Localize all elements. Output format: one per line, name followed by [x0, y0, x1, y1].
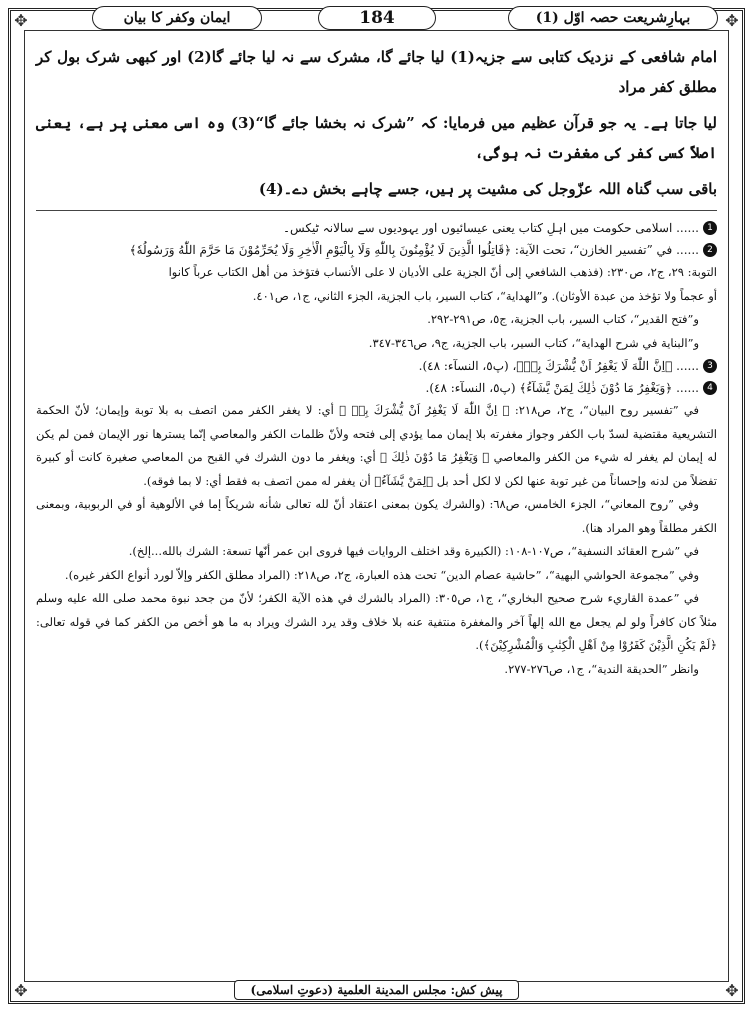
arabic-paragraph: في ”شرح العقائد النسفية“، ص١٠٧-١٠٨: (الكبيرة وقد اختلف الروايات فيها فروى ابن عمر أنّها تسعة: الشرك بالله...إلخ).: [128, 544, 699, 558]
page-number: 184: [318, 6, 436, 30]
footer: [0, 980, 753, 1000]
footnote-2-continuation: أو عجماً ولا تؤخذ من عبدة الأوثان). و”الهداية“، كتاب السير، باب الجزية، الجزء الثاني، ج١، ص٤٠١.: [252, 288, 717, 303]
main-text: [36, 42, 717, 204]
footnote-2-reference: و”فتح القدير“، كتاب السير، باب الجزية، ج٥، ص٢٩١-٢٩٢.: [427, 312, 699, 326]
arabic-paragraph: في ”تفسير روح البيان“، ج٢، ص٢١٨: ﴿ اِنَّ اللّٰهَ لَا يَغْفِرُ اَنْ يُّشْرَكَ بِهٖ ﴾ أي: لا يغفر الكفر ممن اتصف به بلا توبة وإيمان؛ لأنّ الحكمة التشريعية مقتضية لسدّ باب الكفر وجواز مغفرته بلا إيمان مما يؤدي إلى فتحه ولأنّ ظلمات الكفر والمعاصي إنّما يسترها نور الإيمان فمن لم يكن له إيمان لم يغفر له شيء من الكفر والمعاصي ﴿ وَيَغْفِرُ مَا دُوْنَ ذٰلِكَ ﴾ أي: ويغفر ما دون الشرك في القبح من المعاصي صغيرة كانت أو كبيرة تفضلاً من لدنه وإحساناً من غير توبة عنها لكن لا لكل أحد بل ﴿لِمَنْ يَّشَآءُ﴾ أن يغفر له ممن اتصف به فقط أي: لا بما فوقه).: [36, 403, 717, 488]
main-text-line: امام شافعی کے نزدیک کتابی سے جزیہ(1) لیا جائے گا، مشرک سے نہ لیا جائے گا(2) اور کبھی شرک بول کر مطلق کفر مراد: [36, 48, 717, 96]
footnote-3: [36, 355, 717, 377]
arabic-paragraph: وانظر ”الحديقة الندية“، ج١، ص٢٧٦-٢٧٧.: [504, 661, 699, 676]
main-text-line: باقی سب گناہ اللہ عزّوجل کی مشیت پر ہیں، جسے چاہے بخش دے۔(4): [258, 180, 717, 198]
footnote-number: 4: [703, 381, 717, 395]
footnote-number: 1: [703, 221, 717, 235]
main-text-line: لیا جاتا ہے۔ یہ جو قرآن عظیم میں فرمایا: کہ ”شرک نہ بخشا جائے گا“(3) وہ اسی معنی پر ہے، یعنی اصلاً کسی کفر کی مغفرت نہ ہوگی،: [36, 114, 717, 162]
publisher-footer: پیش کش: مجلس المدينة العلمية (دعوتِ اسلامی): [234, 980, 520, 1000]
chapter-title: ایمان وکفر کا بیان: [92, 6, 262, 30]
footnote-text: ...... اسلامی حکومت میں اہلِ کتاب یعنی عیسائیوں اور یہودیوں سے سالانہ ٹیکس۔: [282, 221, 699, 235]
footnote-4: [36, 377, 717, 399]
footnote-number: 2: [703, 243, 717, 257]
footnote-2-reference: و”البناية في شرح الهداية“، كتاب السير، باب الجزية، ج٩، ص٣٤٦-٣٤٧.: [368, 335, 699, 350]
arabic-paragraph: وفي ”مجموعة الحواشي البهية“، ”حاشية عصام الدين“ تحت هذه العبارة، ج٢، ص٢١٨: (المراد مطلق الكفر وإلاّ لورد أنواع الكفر غيره).: [64, 567, 699, 582]
footnote-text: ...... في ”تفسير الخازن“، تحت الآية: ﴿قَاتِلُوا الَّذِينَ لَا يُؤْمِنُونَ بِاللّٰهِ وَلَا بِالْيَوْمِ الْاٰخِرِ وَلَا يُحَرِّمُوْنَ مَا حَرَّمَ اللّٰهُ وَرَسُولُهٗ﴾: [129, 243, 699, 257]
footnote-1: [36, 217, 717, 239]
arabic-paragraph: في ”عمدة القاريء شرح صحيح البخاري“، ج١، ص٣٠٥: (المراد بالشرك في هذه الآية الكفر؛ لأنّ من جحد نبوة محمد صلى الله عليه وسلم مثلاً كان كافراً ولو لم يجعل مع الله إلهاً آخر والمغفرة منتفية عنه بلا خلاف وقد يرد الشرك ويراد به ما هو أخص من الكفر كما في قوله تعالى: ﴿لَمْ يَكُنِ الَّذِيْنَ كَفَرُوْا مِنْ اَهْلِ الْكِتٰبِ وَالْمُشْرِكِيْنَ﴾).: [36, 591, 717, 652]
footnote-divider: [36, 210, 717, 211]
corner-ornament-icon: ✥: [725, 981, 739, 1000]
book-title: بہارِشریعت حصہ اوّل (1): [508, 6, 718, 30]
page-content: [36, 42, 717, 681]
corner-ornament-icon: ✥: [14, 11, 28, 30]
footnote-2-continuation: التوبة: ٢٩، ج٢، ص٢٣٠: (فذهب الشافعي إلى أنّ الجزية على الأديان لا على الأنساب فتؤخذ من أهل الكتاب عرباً كانوا: [168, 265, 717, 279]
footnote-2: [36, 239, 717, 261]
corner-ornament-icon: ✥: [14, 981, 28, 1000]
footnote-number: 3: [703, 359, 717, 373]
arabic-paragraph: وفي ”روح المعاني“، الجزء الخامس، ص٦٨: (والشرك يكون بمعنى اعتقاد أنّ لله تعالى شأنه شريكاً إما في الألوهية أو في الربوبية، وبمعنى الكفر مطلقاً وهو المراد هنا).: [36, 497, 717, 535]
corner-ornament-icon: ✥: [725, 11, 739, 30]
footnote-text: ...... ﴿وَيَغْفِرُ مَا دُوْنَ ذٰلِكَ لِمَنْ يَّشَآءُ﴾ (پ٥، النسآء: ٤٨).: [425, 381, 699, 395]
footnote-text: ...... ﴿اِنَّ اللّٰهَ لَا يَغْفِرُ اَنْ يُّشْرَكَ بِهٖ﴾، (پ٥، النسآء: ٤٨).: [418, 359, 699, 373]
